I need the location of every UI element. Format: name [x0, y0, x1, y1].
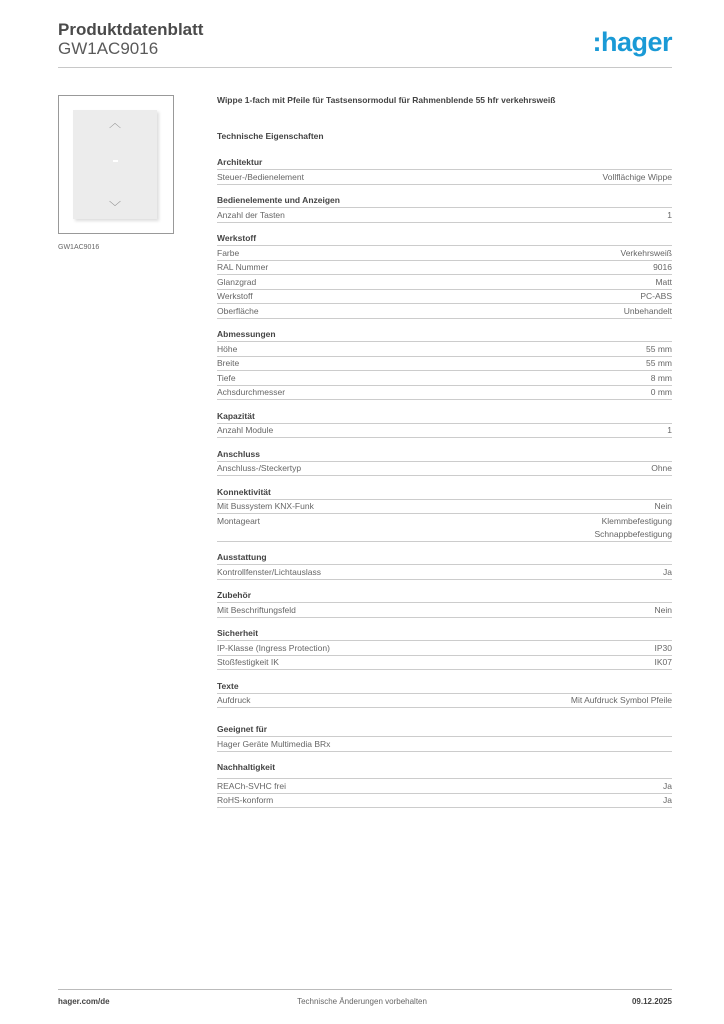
- section-heading: Nachhaltigkeit: [217, 761, 672, 779]
- spec-value: Nein: [654, 604, 672, 615]
- spec-value: Matt: [655, 276, 672, 287]
- spec-row: [217, 794, 672, 809]
- spec-row: [217, 694, 672, 709]
- footer-website[interactable]: hager.com/de: [58, 997, 110, 1006]
- section-heading: Architektur: [217, 156, 672, 170]
- spec-row: [217, 246, 672, 261]
- spec-value: Unbehandelt: [623, 305, 672, 316]
- spec-row: [217, 342, 672, 357]
- spec-label: Montageart: [217, 515, 260, 526]
- spec-row: [217, 275, 672, 290]
- spec-row: [217, 656, 672, 671]
- spec-value: 55 mm: [646, 358, 672, 368]
- spec-section: [217, 410, 672, 439]
- section-heading: Texte: [217, 680, 672, 694]
- spec-label: Breite: [217, 358, 240, 368]
- spec-section: [217, 328, 672, 400]
- spec-label: Tiefe: [217, 372, 236, 383]
- spec-label: Stoßfestigkeit IK: [217, 657, 279, 667]
- spec-label: Anschluss-/Steckertyp: [217, 463, 302, 473]
- section-heading: Bedienelemente und Anzeigen: [217, 194, 672, 208]
- spec-row: [217, 779, 672, 794]
- spec-label: Anzahl Module: [217, 425, 274, 435]
- spec-section: [217, 486, 672, 542]
- section-heading: Zubehör: [217, 589, 672, 603]
- spec-row: [217, 514, 672, 542]
- spec-row: [217, 290, 672, 305]
- spec-label: Aufdruck: [217, 695, 251, 705]
- header-divider: [58, 67, 672, 68]
- footer-divider: [58, 989, 672, 990]
- spec-label: Mit Beschriftungsfeld: [217, 604, 296, 615]
- spec-value: PC-ABS: [640, 291, 672, 301]
- spec-label: Farbe: [217, 247, 240, 258]
- spec-row: [217, 641, 672, 656]
- spec-label: IP-Klasse (Ingress Protection): [217, 642, 330, 653]
- spec-section: [217, 448, 672, 477]
- spec-section: [217, 194, 672, 223]
- section-heading: Abmessungen: [217, 328, 672, 342]
- spec-value: 55 mm: [646, 343, 672, 354]
- section-heading: Konnektivität: [217, 486, 672, 500]
- spec-label: Steuer-/Bedienelement: [217, 171, 304, 182]
- spec-row: [217, 565, 672, 580]
- spec-label: Höhe: [217, 343, 238, 354]
- spec-value: Vollflächige Wippe: [602, 171, 672, 182]
- spec-row: [217, 500, 672, 515]
- spec-sections: [217, 156, 672, 808]
- spec-label: Achsdurchmesser: [217, 387, 286, 397]
- hager-logo: :hager: [592, 27, 672, 57]
- spec-value: 8 mm: [650, 372, 672, 383]
- spec-value: 9016: [653, 262, 672, 272]
- spec-label: RAL Nummer: [217, 262, 269, 272]
- spec-section: [217, 551, 672, 580]
- spec-label: REACh-SVHC frei: [217, 780, 286, 791]
- section-heading: Ausstattung: [217, 551, 672, 565]
- section-heading: Kapazität: [217, 410, 672, 424]
- spec-label: Oberfläche: [217, 305, 259, 316]
- spec-section: [217, 723, 672, 752]
- spec-row: [217, 261, 672, 276]
- section-heading: Werkstoff: [217, 232, 672, 246]
- page-title: Produktdatenblatt: [58, 20, 204, 39]
- spec-section: [217, 680, 672, 709]
- spec-value: IK07: [654, 657, 672, 667]
- spec-value: Klemmbefestigung Schnappbefestigung: [594, 515, 672, 539]
- spec-value: Ja: [663, 566, 672, 577]
- spec-value: Mit Aufdruck Symbol Pfeile: [570, 695, 672, 705]
- spec-content: [217, 95, 672, 818]
- section-heading: Anschluss: [217, 448, 672, 462]
- spec-value: Nein: [654, 501, 672, 511]
- spec-value: Ohne: [651, 463, 672, 473]
- section-heading: Sicherheit: [217, 627, 672, 641]
- product-code: GW1AC9016: [58, 39, 159, 58]
- chevron-down-icon: ﹀: [109, 200, 122, 214]
- spec-value: 0 mm: [650, 387, 672, 397]
- spec-row: [217, 462, 672, 477]
- tech-heading: Technische Eigenschaften: [217, 131, 324, 141]
- spec-row: [217, 737, 672, 752]
- footer-date: 09.12.2025: [631, 997, 672, 1006]
- product-image: [58, 95, 174, 234]
- spec-label: Werkstoff: [217, 291, 253, 301]
- spec-section: [217, 156, 672, 185]
- spec-label: Hager Geräte Multimedia BRx: [217, 738, 331, 749]
- section-heading: Geeignet für: [217, 723, 672, 737]
- rocker-plate: [73, 110, 157, 219]
- spec-value: Verkehrsweiß: [620, 247, 672, 258]
- spec-value: Ja: [663, 780, 672, 791]
- spec-label: Mit Bussystem KNX-Funk: [217, 501, 314, 511]
- chevron-up-icon: ︿: [109, 116, 122, 130]
- spec-row: [217, 170, 672, 185]
- spec-value: Ja: [663, 795, 672, 805]
- spec-row: [217, 371, 672, 386]
- spec-section: [217, 589, 672, 618]
- spec-label: Kontrollfenster/Lichtauslass: [217, 566, 321, 577]
- spec-value: 1: [667, 209, 672, 220]
- spec-row: [217, 424, 672, 439]
- spec-label: Anzahl der Tasten: [217, 209, 285, 220]
- spec-section: [217, 627, 672, 670]
- spec-label: Glanzgrad: [217, 276, 257, 287]
- spec-section: [217, 761, 672, 808]
- product-title: Wippe 1-fach mit Pfeile für Tastsensormodul für Rahmenblende 55 hfr verkehrsweiß: [217, 95, 556, 105]
- spec-row: [217, 357, 672, 372]
- indicator-dot: [113, 160, 118, 162]
- footer-note: Technische Änderungen vorbehalten: [297, 997, 427, 1006]
- spec-row: [217, 603, 672, 618]
- spec-row: [217, 304, 672, 319]
- spec-row: [217, 208, 672, 223]
- spec-row: [217, 386, 672, 401]
- spec-section: [217, 232, 672, 319]
- spec-label: RoHS-konform: [217, 795, 274, 805]
- spec-value: IP30: [654, 642, 672, 653]
- spec-value: 1: [667, 425, 672, 435]
- image-caption: GW1AC9016: [58, 244, 100, 251]
